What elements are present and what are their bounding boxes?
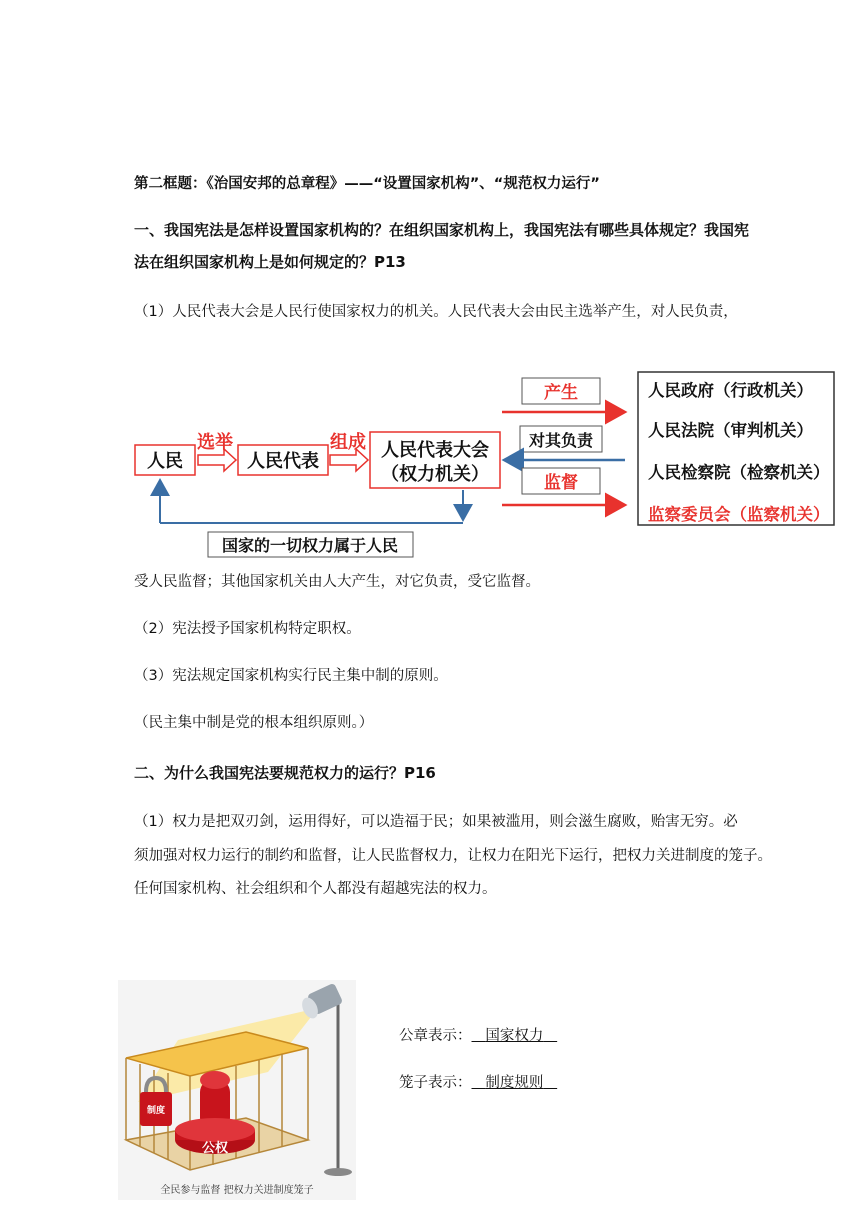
produce-label: 产生 xyxy=(544,383,578,403)
question-1-line-2: 法在组织国家机构上是如何规定的？P13 xyxy=(134,253,406,271)
seal-meaning-label: 公章表示： xyxy=(399,1028,472,1044)
image-caption: 全民参与监督 把权力关进制度笼子 xyxy=(160,1185,314,1196)
organ-government: 人民政府（行政机关） xyxy=(648,381,813,400)
cage-meaning-label: 笼子表示： xyxy=(399,1075,472,1091)
bottom-label: 国家的一切权力属于人民 xyxy=(221,536,399,555)
organ-court: 人民法院（审判机关） xyxy=(648,421,813,440)
page-heading: 第二框题：《治国安邦的总章程》——“设置国家机构”、“规范权力运行” xyxy=(134,176,600,192)
state-organs-diagram xyxy=(120,360,840,560)
organ-supervisory-commission: 监察委员会（监察机关） xyxy=(648,505,830,524)
answer-1-part-1: （1）人民代表大会是人民行使国家权力的机关。人民代表大会由民主选举产生，对人民负责， xyxy=(134,304,738,320)
answer-1-point-2: （2）宪法授予国家机构特定职权。 xyxy=(134,621,361,637)
answer-2-line-3: 任何国家机构、社会组织和个人都没有超越宪法的权力。 xyxy=(134,881,497,897)
people-label: 人民 xyxy=(147,451,183,472)
answer-1-note: （民主集中制是党的根本组织原则。） xyxy=(134,715,374,731)
seal-text: 公权 xyxy=(201,1141,229,1156)
answer-1-part-2: 受人民监督；其他国家机关由人大产生，对它负责，受它监督。 xyxy=(134,574,540,590)
cage-meaning-line xyxy=(399,1071,557,1092)
question-2-title: 二、为什么我国宪法要规范权力的运行？P16 xyxy=(134,764,436,782)
answer-2-line-1: （1）权力是把双刃剑，运用得好，可以造福于民；如果被滥用，则会滋生腐败，贻害无穷。必 xyxy=(134,814,738,830)
power-cage-illustration xyxy=(118,980,356,1200)
npc-label-2: （权力机关） xyxy=(381,464,489,485)
deputies-label: 人民代表 xyxy=(247,451,319,472)
npc-label-1: 人民代表大会 xyxy=(381,440,489,461)
answer-2-line-2: 须加强对权力运行的制约和监督，让人民监督权力，让权力在阳光下运行，把权力关进制度的笼子。 xyxy=(134,848,772,864)
supervise-label: 监督 xyxy=(544,473,578,493)
elect-label: 选举 xyxy=(197,432,233,453)
cage-meaning-answer: 制度规则 xyxy=(485,1075,544,1091)
question-1-line-1: 一、我国宪法是怎样设置国家机构的？在组织国家机构上，我国宪法有哪些具体规定？我国宪 xyxy=(134,221,750,239)
answer-1-point-3: （3）宪法规定国家机构实行民主集中制的原则。 xyxy=(134,668,448,684)
responsible-label: 对其负责 xyxy=(528,431,594,450)
seal-meaning-line xyxy=(399,1024,557,1045)
lock-text: 制度 xyxy=(146,1106,166,1116)
organ-procuratorate: 人民检察院（检察机关） xyxy=(648,463,830,482)
seal-meaning-answer: 国家权力 xyxy=(485,1028,544,1044)
compose-label: 组成 xyxy=(330,432,366,453)
